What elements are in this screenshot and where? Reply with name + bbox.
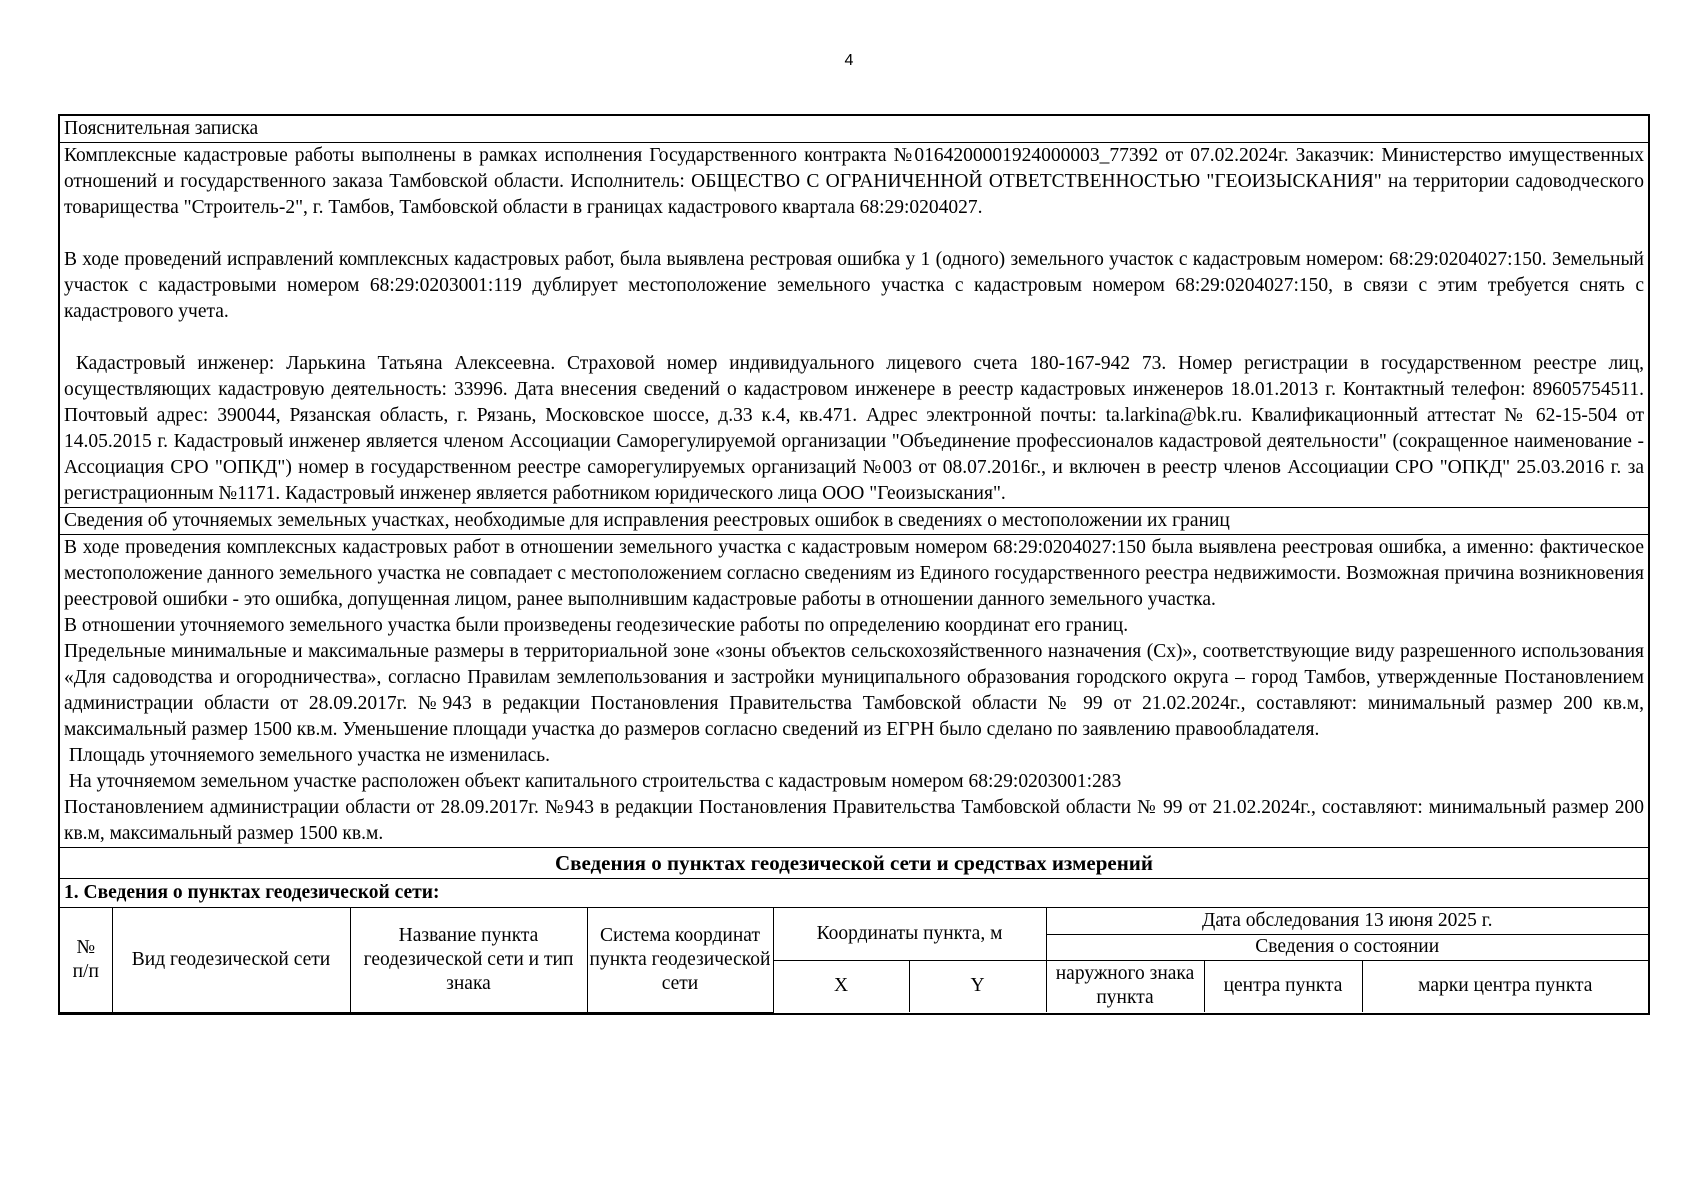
clarified-parcels-heading-row (60, 508, 1648, 535)
registry-error-paragraph: В ходе проведений исправлений комплексных кадастровых работ, была выявлена рестровая ошибка у 1 (одного) земельного участок с кадастровым номером: 68:29:0204027:150. Земельный участок с кадастровыми номером 68:29:0203001:119 дублирует местоположение земельного участка с кадастровым номером 68:29:0204027:150, в связи с этим требуется снять с кадастрового учета. (64, 249, 1644, 322)
geodetic-network-table (60, 908, 1648, 1013)
clarified-parcels-body (60, 535, 1648, 848)
cadastral-engineer-paragraph: Кадастровый инженер: Ларькина Татьяна Алексеевна. Страховой номер индивидуального лицевого счета 180-167-942 73. Номер регистрации в государственном реестре лиц, осуществляющих кадастровую деятельность: 33996. Дата внесения сведений о кадастровом инженере в реестр кадастровых инженеров 18.01.2013 г. Контактный телефон: 89605754511. Почтовый адрес: 390044, Рязанская область, г. Рязань, Московское шоссе, д.33 к.4, кв.471. Адрес электронной почты: ta.larkina@bk.ru. Квалификационный аттестат № 62-15-504 от 14.05.2015 г. Кадастровый инженер является членом Ассоциации Саморегулируемой организации "Объединение профессионалов кадастровой деятельности" (сокращенное наименование - Ассоциация СРО "ОПКД") номер в государственном реестре саморегулируемых организаций №003 от 08.07.2016г., и включен в реестр членов Ассоциации СРО "ОПКД" 25.03.2016 г. за регистрационным №1171. Кадастровый инженер является работником юридического лица ООО "Геоизыскания". (64, 353, 1649, 504)
header-point-name: Название пункта геодезической сети и тип знака (350, 908, 587, 1012)
capital-construction-paragraph: На уточняемом земельном участке расположен объект капитального строительства с кадастровым номером 68:29:0203001:283 (64, 771, 1122, 792)
header-outer-sign: наружного знака пункта (1046, 960, 1204, 1012)
header-row-number: № п/п (60, 908, 112, 1012)
geodetic-works-paragraph: В отношении уточняемого земельного участка были произведены геодезические работы по определению координат его границ. (64, 615, 1129, 636)
header-coordinates: Координаты пункта, м (773, 908, 1046, 960)
header-point-center: центра пункта (1204, 960, 1362, 1012)
header-center-mark: марки центра пункта (1362, 960, 1648, 1012)
header-coordinate-system: Система координат пункта геодезической сети (587, 908, 773, 1012)
registry-error-detail-paragraph: В ходе проведения комплексных кадастровых работ в отношении земельного участка с кадастровым номером 68:29:0204027:150 была выявлена реестровая ошибка, а именно: фактическое местоположение данного земельного участка не совпадает с местоположением согласно сведениям из Единого государственного реестра недвижимости. Возможная причина возникновения реестровой ошибки - это ошибка, допущенная лицом, ранее выполнившим кадастровые работы в отношении данного земельного участка. (64, 537, 1644, 610)
document-frame (58, 114, 1650, 1015)
geodetic-points-subheading: 1. Сведения о пунктах геодезической сети: (60, 879, 1648, 908)
explanatory-note-body (60, 143, 1648, 508)
header-y: Y (909, 960, 1046, 1012)
geodetic-section-title: Сведения о пунктах геодезической сети и средствах измерений (60, 848, 1648, 879)
contract-paragraph: Комплексные кадастровые работы выполнены в рамках исполнения Государственного контракта №0164200001924000003_77392 от 07.02.2024г. Заказчик: Министерство имущественных отношений и государственного заказа Тамбовской области. Исполнитель: ОБЩЕСТВО С ОГРАНИЧЕННОЙ ОТВЕТСТВЕННОСТЬЮ "ГЕОИЗЫСКАНИЯ" на территории садоводческого товарищества "Строитель-2", г. Тамбов, Тамбовской области в границах кадастрового квартала 68:29:0204027. (64, 145, 1644, 218)
header-survey-date: Дата обследования 13 июня 2025 г. (1046, 908, 1648, 934)
area-unchanged-paragraph: Площадь уточняемого земельного участка не изменилась. (64, 745, 551, 766)
explanatory-note-heading-row (60, 116, 1648, 143)
clarified-parcels-heading: Сведения об уточняемых земельных участках, необходимые для исправления реестровых ошибок в сведениях о местоположении их границ (64, 510, 1230, 531)
geodetic-table-wrapper (60, 908, 1648, 1013)
header-network-type: Вид геодезической сети (112, 908, 350, 1012)
page-number: 4 (844, 52, 854, 69)
header-x: X (773, 960, 909, 1012)
explanatory-note-heading: Пояснительная записка (64, 118, 259, 139)
header-condition: Сведения о состоянии (1046, 934, 1648, 960)
resolution-paragraph: Постановлением администрации области от 28.09.2017г. №943 в редакции Постановления Правительства Тамбовской области № 99 от 21.02.2024г., составляют: минимальный размер 200 кв.м, максимальный размер 1500 кв.м. (64, 797, 1644, 844)
size-limits-paragraph: Предельные минимальные и максимальные размеры в территориальной зоне «зоны объектов сельскохозяйственного назначения (Сх)», соответствующие виду разрешенного использования «Для садоводства и огородничества», согласно Правилам землепользования и застройки муниципального образования городского округа – город Тамбов, утвержденные Постановлением администрации области от 28.09.2017г. №943 в редакции Постановления Правительства Тамбовской области № 99 от 21.02.2024г., составляют: минимальный размер 200 кв.м, максимальный размер 1500 кв.м. Уменьшение площади участка до размеров согласно сведений из ЕГРН было сделано по заявлению правообладателя. (64, 641, 1644, 740)
